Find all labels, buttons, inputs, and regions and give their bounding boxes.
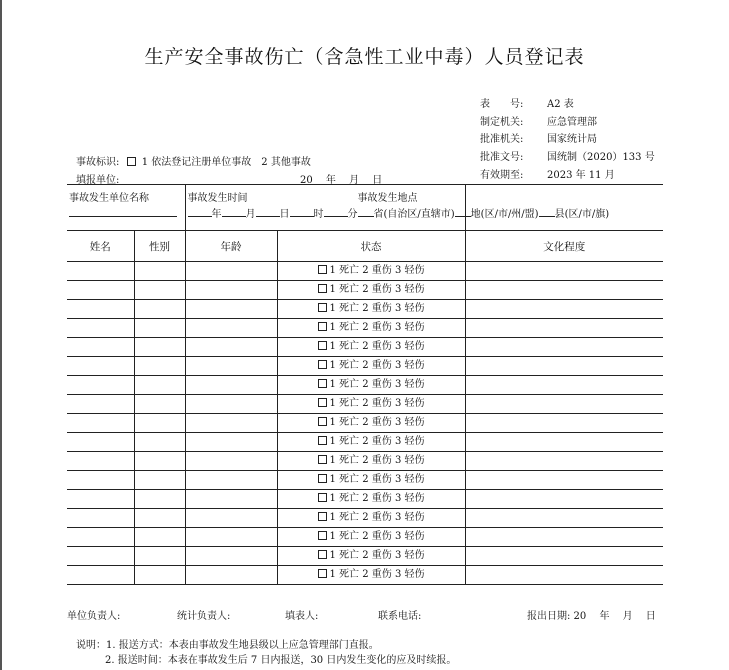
status-checkbox[interactable]	[318, 379, 327, 388]
name-cell[interactable]	[67, 509, 134, 528]
place-unit: 县(区/市/旗)	[554, 209, 610, 220]
gender-cell[interactable]	[134, 300, 185, 319]
name-cell[interactable]	[67, 547, 134, 566]
education-cell[interactable]	[465, 376, 663, 395]
status-cell[interactable]	[277, 547, 465, 566]
name-cell[interactable]	[67, 566, 134, 585]
table-row	[67, 471, 663, 490]
table-row	[67, 414, 663, 433]
gender-cell[interactable]	[134, 395, 185, 414]
table-row	[67, 490, 663, 509]
status-cell[interactable]	[277, 414, 465, 433]
place-unit: 地(区/市/州/盟)	[470, 209, 539, 220]
meta-label: 批准机关:	[480, 134, 524, 146]
status-cell[interactable]	[277, 471, 465, 490]
education-cell[interactable]	[465, 300, 663, 319]
gender-cell[interactable]	[134, 433, 185, 452]
education-cell[interactable]	[465, 547, 663, 566]
gender-cell[interactable]	[134, 319, 185, 338]
age-cell[interactable]	[185, 471, 277, 490]
status-options: 1 死亡 2 重伤 3 轻伤	[329, 303, 425, 314]
note-1: 说明：1. 报送方式：本表由事故发生地县级以上应急管理部门直报。	[76, 640, 379, 651]
form-meta	[480, 96, 655, 185]
time-unit: 分	[347, 209, 358, 220]
name-cell[interactable]	[67, 300, 134, 319]
education-cell[interactable]	[465, 281, 663, 300]
phone-label: 联系电话:	[378, 611, 422, 622]
table-row	[67, 395, 663, 414]
education-cell[interactable]	[465, 395, 663, 414]
gender-cell[interactable]	[134, 338, 185, 357]
time-field[interactable]	[188, 206, 212, 217]
report-date: 报出日期: 20 年 月 日	[527, 611, 656, 622]
gender-cell[interactable]	[134, 414, 185, 433]
gender-cell[interactable]	[134, 490, 185, 509]
meta-value: 国家统计局	[547, 134, 597, 146]
status-cell[interactable]	[277, 452, 465, 471]
accident-time-cell: 事故发生时间 年 月 日 时 分	[185, 185, 465, 231]
name-cell[interactable]	[67, 395, 134, 414]
education-cell[interactable]	[465, 319, 663, 338]
table-row	[67, 433, 663, 452]
education-cell[interactable]	[465, 414, 663, 433]
time-field[interactable]	[290, 206, 314, 217]
table-row	[67, 509, 663, 528]
gender-cell[interactable]	[134, 528, 185, 547]
table-row	[67, 452, 663, 471]
name-cell[interactable]	[67, 452, 134, 471]
status-checkbox[interactable]	[318, 474, 327, 483]
status-options: 1 死亡 2 重伤 3 轻伤	[329, 512, 425, 523]
gender-cell[interactable]	[134, 262, 185, 281]
education-cell[interactable]	[465, 452, 663, 471]
status-checkbox[interactable]	[318, 512, 327, 521]
table-row	[67, 357, 663, 376]
status-options: 1 死亡 2 重伤 3 轻伤	[329, 360, 425, 371]
page-title: 生产安全事故伤亡（含急性工业中毒）人员登记表	[144, 46, 585, 68]
education-cell[interactable]	[465, 509, 663, 528]
table-row	[67, 338, 663, 357]
column-header: 文化程度	[465, 231, 663, 262]
status-cell[interactable]	[277, 319, 465, 338]
name-cell[interactable]	[67, 414, 134, 433]
accident-unit-cell: 事故发生单位名称	[67, 185, 185, 231]
table-row	[67, 566, 663, 585]
status-checkbox[interactable]	[318, 531, 327, 540]
gender-cell[interactable]	[134, 357, 185, 376]
status-options: 1 死亡 2 重伤 3 轻伤	[329, 531, 425, 542]
name-cell[interactable]	[67, 490, 134, 509]
time-unit: 月	[245, 209, 256, 220]
accident-mark-checkbox[interactable]	[127, 157, 136, 166]
gender-cell[interactable]	[134, 281, 185, 300]
status-options: 1 死亡 2 重伤 3 轻伤	[329, 493, 425, 504]
name-cell[interactable]	[67, 319, 134, 338]
status-checkbox[interactable]	[318, 417, 327, 426]
age-cell[interactable]	[185, 376, 277, 395]
status-options: 1 死亡 2 重伤 3 轻伤	[329, 284, 425, 295]
table-row	[67, 281, 663, 300]
column-header: 年龄	[185, 231, 277, 262]
status-checkbox[interactable]	[318, 303, 327, 312]
meta-label: 制定机关:	[480, 116, 524, 128]
status-cell[interactable]	[277, 528, 465, 547]
meta-value: 2023 年 11 月	[547, 169, 615, 181]
status-options: 1 死亡 2 重伤 3 轻伤	[329, 550, 425, 561]
status-cell[interactable]	[277, 262, 465, 281]
page-edge	[0, 0, 2, 670]
age-cell[interactable]	[185, 319, 277, 338]
status-cell[interactable]	[277, 338, 465, 357]
status-options: 1 死亡 2 重伤 3 轻伤	[329, 455, 425, 466]
name-cell[interactable]	[67, 376, 134, 395]
status-cell[interactable]	[277, 566, 465, 585]
place-field[interactable]	[539, 206, 555, 217]
education-cell[interactable]	[465, 471, 663, 490]
name-cell[interactable]	[67, 338, 134, 357]
gender-cell[interactable]	[134, 471, 185, 490]
status-options: 1 死亡 2 重伤 3 轻伤	[329, 398, 425, 409]
name-cell[interactable]	[67, 262, 134, 281]
education-cell[interactable]	[465, 357, 663, 376]
registration-table	[67, 184, 663, 585]
table-row	[67, 319, 663, 338]
status-checkbox[interactable]	[318, 284, 327, 293]
age-cell[interactable]	[185, 262, 277, 281]
age-cell[interactable]	[185, 357, 277, 376]
status-cell[interactable]	[277, 376, 465, 395]
age-cell[interactable]	[185, 566, 277, 585]
time-field[interactable]	[256, 206, 280, 217]
status-cell[interactable]	[277, 490, 465, 509]
status-cell[interactable]	[277, 433, 465, 452]
name-cell[interactable]	[67, 281, 134, 300]
age-cell[interactable]	[185, 395, 277, 414]
status-checkbox[interactable]	[318, 455, 327, 464]
age-cell[interactable]	[185, 338, 277, 357]
status-checkbox[interactable]	[318, 398, 327, 407]
column-header: 状态	[277, 231, 465, 262]
name-cell[interactable]	[67, 357, 134, 376]
meta-row	[480, 167, 655, 185]
age-cell[interactable]	[185, 490, 277, 509]
gender-cell[interactable]	[134, 566, 185, 585]
education-cell[interactable]	[465, 566, 663, 585]
meta-label: 批准文号:	[480, 152, 524, 164]
status-options: 1 死亡 2 重伤 3 轻伤	[329, 341, 425, 352]
age-cell[interactable]	[185, 414, 277, 433]
table-row	[67, 376, 663, 395]
meta-value: A2 表	[547, 99, 574, 110]
table-row	[67, 300, 663, 319]
age-cell[interactable]	[185, 300, 277, 319]
status-checkbox[interactable]	[318, 341, 327, 350]
name-cell[interactable]	[67, 433, 134, 452]
meta-value: 国统制（2020）133 号	[547, 152, 655, 164]
status-options: 1 死亡 2 重伤 3 轻伤	[329, 569, 425, 580]
education-cell[interactable]	[465, 528, 663, 547]
gender-cell[interactable]	[134, 452, 185, 471]
status-checkbox[interactable]	[318, 265, 327, 274]
time-unit: 时	[313, 209, 324, 220]
status-checkbox[interactable]	[318, 436, 327, 445]
status-options: 1 死亡 2 重伤 3 轻伤	[329, 436, 425, 447]
status-checkbox[interactable]	[318, 569, 327, 578]
status-cell[interactable]	[277, 357, 465, 376]
gender-cell[interactable]	[134, 509, 185, 528]
status-options: 1 死亡 2 重伤 3 轻伤	[329, 474, 425, 485]
place-field[interactable]	[358, 206, 374, 217]
meta-value: 应急管理部	[547, 116, 597, 128]
time-unit: 年	[211, 209, 222, 220]
meta-row	[480, 149, 655, 167]
status-options: 1 死亡 2 重伤 3 轻伤	[329, 322, 425, 333]
table-row	[67, 262, 663, 281]
gender-cell[interactable]	[134, 547, 185, 566]
age-cell[interactable]	[185, 281, 277, 300]
education-cell[interactable]	[465, 433, 663, 452]
age-cell[interactable]	[185, 433, 277, 452]
age-cell[interactable]	[185, 452, 277, 471]
status-cell[interactable]	[277, 281, 465, 300]
place-field[interactable]	[455, 206, 471, 217]
accident-mark: 事故标识: 1 依法登记注册单位事故 2 其他事故	[76, 157, 311, 168]
status-checkbox[interactable]	[318, 493, 327, 502]
table-row	[67, 528, 663, 547]
fill-date: 20 年 月 日	[300, 175, 383, 186]
fill-unit-label: 填报单位:	[76, 175, 120, 186]
time-field[interactable]	[222, 206, 246, 217]
meta-label: 有效期至:	[480, 169, 524, 181]
column-header: 姓名	[67, 231, 134, 262]
notes	[76, 638, 456, 668]
status-cell[interactable]	[277, 509, 465, 528]
name-cell[interactable]	[67, 528, 134, 547]
status-options: 1 死亡 2 重伤 3 轻伤	[329, 417, 425, 428]
stat-head-label: 统计负责人:	[177, 611, 231, 622]
column-header: 性别	[134, 231, 185, 262]
meta-row	[480, 96, 655, 114]
note-2: 2. 报送时间：本表在事故发生后 7 日内报送，30 日内发生变化的应及时续报。	[105, 655, 457, 666]
time-unit: 日	[279, 209, 290, 220]
education-cell[interactable]	[465, 490, 663, 509]
table-row	[67, 547, 663, 566]
meta-row	[480, 114, 655, 132]
age-cell[interactable]	[185, 509, 277, 528]
meta-label: 表 号:	[480, 99, 524, 110]
age-cell[interactable]	[185, 547, 277, 566]
status-checkbox[interactable]	[318, 360, 327, 369]
unit-head-label: 单位负责人:	[67, 611, 121, 622]
name-cell[interactable]	[67, 471, 134, 490]
time-field[interactable]	[324, 206, 348, 217]
status-options: 1 死亡 2 重伤 3 轻伤	[329, 265, 425, 276]
unit-name-field[interactable]	[69, 206, 177, 217]
status-cell[interactable]	[277, 300, 465, 319]
age-cell[interactable]	[185, 528, 277, 547]
meta-row	[480, 131, 655, 149]
accident-place-cell: 事故发生地点 省(自治区/直辖市) 地(区/市/州/盟) 县(区/市/旗)	[465, 185, 663, 231]
status-checkbox[interactable]	[318, 322, 327, 331]
education-cell[interactable]	[465, 338, 663, 357]
place-unit: 省(自治区/直辖市)	[373, 209, 455, 220]
status-checkbox[interactable]	[318, 550, 327, 559]
filler-label: 填表人:	[285, 611, 319, 622]
status-cell[interactable]	[277, 395, 465, 414]
status-options: 1 死亡 2 重伤 3 轻伤	[329, 379, 425, 390]
gender-cell[interactable]	[134, 376, 185, 395]
education-cell[interactable]	[465, 262, 663, 281]
